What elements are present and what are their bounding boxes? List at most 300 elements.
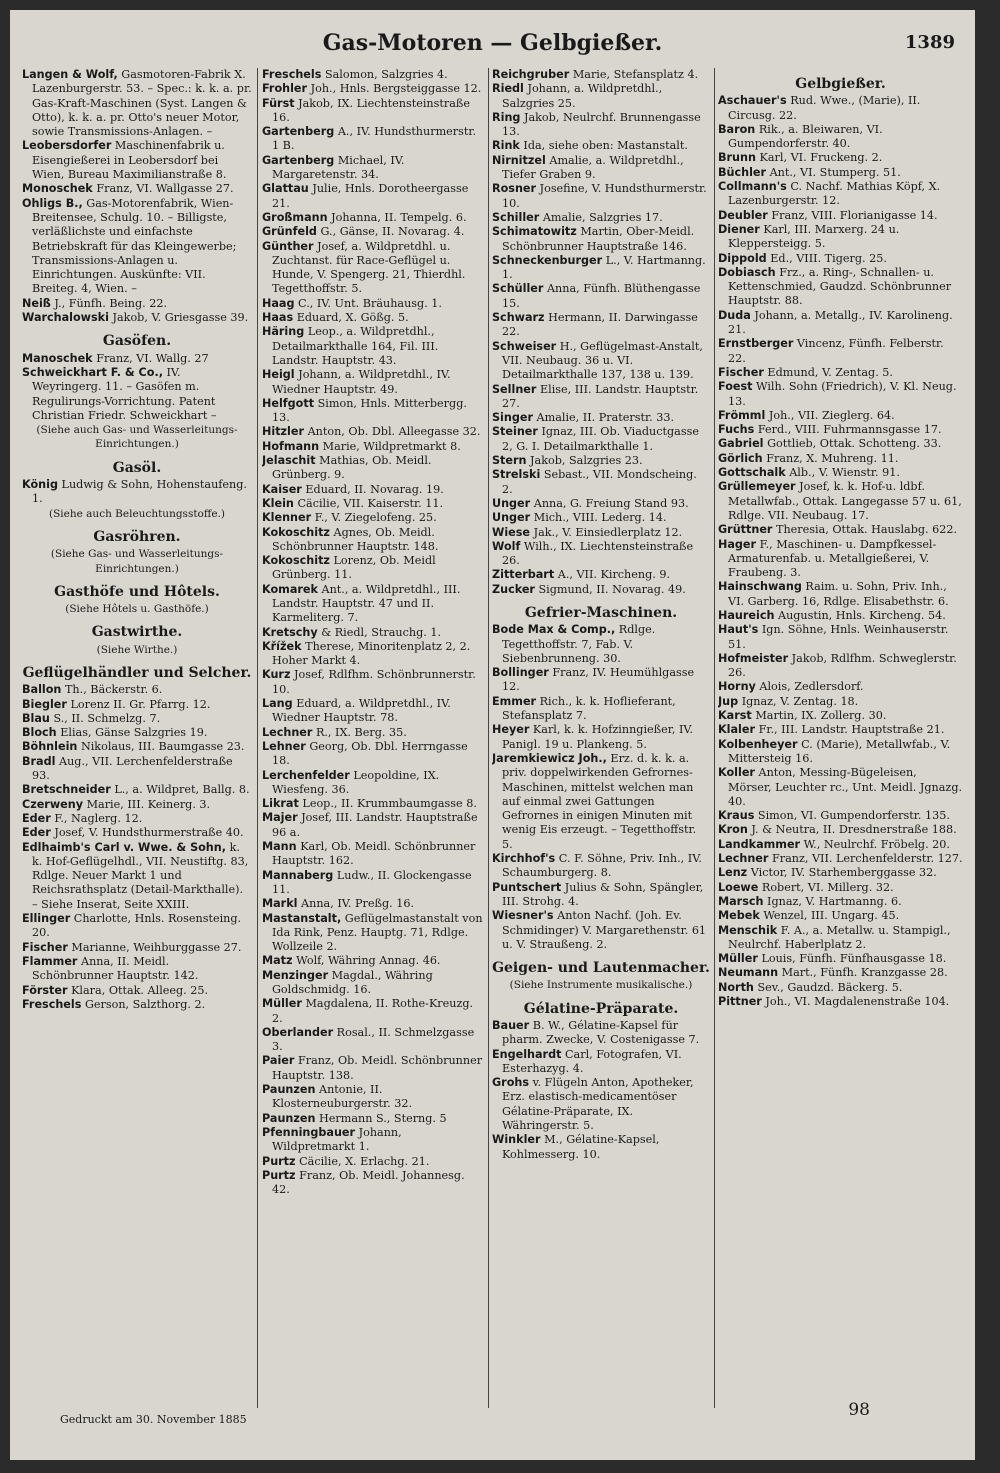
directory-entry — [22, 726, 252, 740]
entry-name: Jup — [718, 694, 739, 708]
directory-entry — [718, 337, 963, 366]
entry-name: Gartenberg — [262, 125, 335, 139]
print-date: Gedruckt am 30. November 1885 — [60, 1413, 247, 1426]
directory-entry — [492, 623, 710, 666]
entry-details: Edmund, V. Zentag. 5. — [767, 365, 893, 379]
entry-details: Simon, VI. Gumpendorferstr. 135. — [757, 809, 950, 823]
entry-details: J. & Neutra, II. Dresdnerstraße 188. — [751, 823, 957, 837]
directory-entry — [22, 182, 252, 196]
entry-name: Purtz — [262, 1154, 296, 1168]
entry-details: Ign. Söhne, Hnls. Weinhauserstr. 51. — [728, 623, 949, 651]
entry-name: Hager — [718, 537, 757, 551]
directory-entry — [718, 266, 963, 309]
directory-entry — [22, 698, 252, 712]
directory-entry — [492, 695, 710, 724]
entry-name: Steiner — [492, 425, 538, 439]
entry-details: Wenzel, III. Ungarg. 45. — [763, 909, 900, 923]
directory-entry — [492, 1076, 710, 1133]
directory-entry — [492, 340, 710, 383]
directory-entry — [492, 511, 710, 525]
entry-details: Ludw., II. Glockengasse 11. — [272, 868, 472, 896]
entry-details: Ludwig & Sohn, Hohenstaufeng. 1. — [32, 478, 247, 506]
entry-name: Brunn — [718, 151, 756, 165]
directory-entry — [492, 540, 710, 569]
directory-entry — [262, 769, 485, 798]
directory-entry — [718, 952, 963, 966]
entry-details: Franz, Ob. Meidl. Johannesg. 42. — [272, 1168, 465, 1197]
entry-name: Markl — [262, 897, 298, 911]
directory-entry — [262, 640, 485, 669]
directory-entry — [718, 423, 963, 437]
column-1 — [22, 68, 252, 1418]
directory-entry — [718, 466, 963, 480]
directory-entry — [262, 182, 485, 211]
entry-details: A., VII. Kircheng. 9. — [557, 568, 671, 582]
entry-details: C., IV. Unt. Bräuhausg. 1. — [298, 296, 442, 310]
directory-entry — [262, 125, 485, 154]
entry-details: Gasmotoren-Fabrik X. Lazenburgerstr. 53. – Spec.: k. k. a. pr. Gas-Kraft-Maschinen (Syst. Langen & Otto), k. k. a. pr. Otto's neuer Motor, sowie Transmissions-Anlagen. – — [32, 68, 252, 139]
directory-entry — [492, 425, 710, 454]
directory-entry — [22, 478, 252, 507]
directory-entry — [492, 111, 710, 140]
entry-details: Anton Nachf. (Joh. Ev. Schmidinger) V. Margarethenstr. 61 u. V. Straußeng. 2. — [502, 909, 707, 951]
entry-name: Eder — [22, 811, 51, 825]
entry-name: Gartenberg — [262, 153, 335, 167]
entry-details: Georg, Ob. Dbl. Herrngasse 18. — [272, 739, 468, 768]
directory-entry — [492, 1019, 710, 1048]
page-number: 1389 — [904, 32, 955, 53]
entry-details: S., II. Schmelzg. 7. — [53, 711, 161, 725]
sheet-number: 98 — [848, 1400, 870, 1420]
directory-entry — [718, 409, 963, 423]
entry-details: B. W., Gélatine-Kapsel für pharm. Zwecke, V. Costenigasse 7. — [502, 1019, 700, 1047]
directory-entry — [22, 297, 252, 311]
entry-details: H., Geflügelmast-Anstalt, VII. Neubaug. 36 u. VI. Detailmarkthalle 137, 138 u. 139. — [502, 339, 703, 382]
entry-details: W., Neulrchf. Fröbelg. 20. — [803, 837, 950, 851]
entry-details: Wilh., IX. Liechtensteinstraße 26. — [502, 539, 694, 568]
entry-details: Wolf, Währing Annag. 46. — [296, 954, 441, 968]
directory-entry — [718, 866, 963, 880]
entry-details: Ferd., VIII. Fuhrmannsgasse 17. — [757, 423, 942, 437]
directory-entry — [22, 683, 252, 697]
entry-name: Oberlander — [262, 1025, 334, 1039]
entry-details: Rdlge. Tegetthoffstr. 7, Fab. V. Siebenbrunneng. 30. — [502, 623, 656, 665]
directory-entry — [262, 740, 485, 769]
directory-entry — [262, 1112, 485, 1126]
directory-entry — [262, 954, 485, 968]
section-heading: Gefrier-Maschinen. — [524, 604, 678, 621]
entry-details: Anna, G. Freiung Stand 93. — [533, 496, 689, 510]
entry-details: Hermann, II. Darwingasse 22. — [502, 311, 698, 339]
entry-name: Strelski — [492, 468, 541, 482]
entry-name: Langen & Wolf, — [22, 68, 118, 81]
section-heading: Gasröhren. — [93, 528, 181, 545]
entry-details: Johann, a. Metallg., IV. Karolineng. 21. — [728, 308, 953, 337]
directory-entry — [262, 797, 485, 811]
directory-entry — [262, 397, 485, 426]
directory-entry — [22, 941, 252, 955]
directory-entry — [262, 554, 485, 583]
entry-details: Hermann S., Sterng. 5 — [319, 1111, 447, 1125]
entry-details: Lorenz, Ob. Meidl Grünberg. 11. — [272, 554, 436, 582]
directory-entry — [262, 869, 485, 898]
entry-details: Sigmund, II. Novarag. 49. — [538, 582, 686, 596]
directory-entry — [262, 297, 485, 311]
directory-entry — [492, 383, 710, 412]
column-4 — [718, 68, 963, 1418]
directory-entry — [492, 1048, 710, 1077]
entry-details: Magdalena, II. Rothe-Kreuzg. 2. — [272, 997, 474, 1025]
directory-entry — [22, 352, 252, 366]
entry-details: Josef, k. k. Hof-u. ldbf. Metallwfab., Ottak. Langegasse 57 u. 61, Rdlge. VII. Neubaug. 17. — [728, 480, 962, 522]
directory-entry — [718, 94, 963, 123]
entry-name: Schüller — [492, 282, 544, 296]
directory-entry — [718, 909, 963, 923]
directory-entry — [492, 468, 710, 497]
entry-details: Amalie, a. Wildpretdhl., Tiefer Graben 9. — [502, 153, 684, 182]
directory-entry — [262, 811, 485, 840]
entry-details: Jakob, Rdlfhm. Schweglerstr. 26. — [728, 651, 957, 680]
entry-details: Rosal., II. Schmelzgasse 3. — [272, 1025, 475, 1054]
entry-name: Klenner — [262, 511, 312, 525]
entry-name: Flammer — [22, 954, 78, 968]
entry-details: G., Gänse, II. Novarag. 4. — [320, 225, 465, 239]
entry-name: Komarek — [262, 582, 318, 596]
entry-name: Glattau — [262, 182, 309, 196]
section-heading: Gasöl. — [112, 459, 162, 476]
entry-name: Leobersdorfer — [22, 139, 112, 153]
entry-details: A., IV. Hundsthurmerstr. 1 B. — [272, 125, 477, 153]
entry-name: Baron — [718, 122, 756, 136]
directory-entry — [718, 309, 963, 338]
directory-entry — [492, 411, 710, 425]
entry-name: Koller — [718, 766, 755, 780]
entry-name: Förster — [22, 983, 68, 997]
directory-entry — [718, 437, 963, 451]
entry-name: Kaiser — [262, 482, 302, 496]
cross-reference-note: (Siehe auch Gas- und Wasserleitungs-Einrichtungen.) — [36, 424, 238, 451]
entry-details: Jakob, Neulrchf. Brunnengasse 13. — [502, 110, 701, 139]
entry-details: Jakob, Salzgries 23. — [530, 454, 643, 468]
entry-details: Ida, siehe oben: Mastanstalt. — [523, 139, 688, 153]
directory-entry — [262, 497, 485, 511]
entry-name: Fürst — [262, 96, 295, 110]
entry-name: Müller — [262, 997, 302, 1011]
entry-details: Franz, VII. Lerchenfelderstr. 127. — [771, 852, 963, 866]
directory-entry — [492, 909, 710, 952]
entry-name: Haureich — [718, 608, 775, 622]
directory-entry — [262, 1169, 485, 1198]
directory-entry — [262, 454, 485, 483]
entry-details: Marie, Stefansplatz 4. — [572, 68, 699, 81]
entry-details: F., V. Ziegelofeng. 25. — [314, 511, 437, 525]
entry-name: Duda — [718, 308, 751, 322]
entry-name: Bloch — [22, 726, 57, 740]
directory-entry — [22, 68, 252, 139]
entry-details: Joh., VI. Magdalenenstraße 104. — [765, 995, 950, 1008]
entry-name: Ring — [492, 110, 521, 124]
entry-name: Mastanstalt, — [262, 911, 342, 925]
entry-name: Frohler — [262, 82, 308, 96]
entry-name: Horny — [718, 680, 756, 694]
entry-details: Josefine, V. Hundsthurmerstr. 10. — [502, 182, 707, 210]
entry-details: Franz, Ob. Meidl. Schönbrunner Hauptstr. 138. — [272, 1054, 483, 1082]
entry-name: Schimatowitz — [492, 225, 577, 239]
entry-details: Ignaz, III. Ob. Viaductgasse 2, G. I. Detailmarkthalle 1. — [502, 425, 699, 453]
entry-name: Lechner — [262, 725, 313, 739]
entry-name: Ernstberger — [718, 337, 794, 351]
entry-details: Alois, Zedlersdorf. — [759, 680, 864, 694]
directory-entry — [22, 912, 252, 941]
directory-entry — [22, 197, 252, 297]
entry-details: Karl, VI. Fruckeng. 2. — [759, 151, 883, 165]
entry-name: North — [718, 980, 754, 994]
directory-entry — [492, 211, 710, 225]
entry-name: Kron — [718, 823, 748, 837]
entry-details: Eduard, a. Wildpretdhl., IV. Wiedner Hauptstr. 78. — [272, 697, 451, 725]
section-heading: Gasöfen. — [102, 333, 172, 350]
entry-name: Collmann's — [718, 180, 787, 194]
directory-entry — [262, 912, 485, 955]
entry-details: Karl, k. k. Hofzinngießer, IV. Panigl. 19 u. Plankeng. 5. — [502, 723, 694, 751]
entry-details: Martin, Ober-Meidl. Schönbrunner Hauptstraße 146. — [502, 225, 695, 253]
directory-entry — [22, 841, 252, 912]
entry-details: Leopoldine, IX. Wiesfeng. 36. — [272, 768, 440, 796]
entry-details: Karl, Ob. Meidl. Schönbrunner Hauptstr. 162. — [272, 840, 476, 868]
directory-entry — [718, 695, 963, 709]
entry-name: Müller — [718, 952, 758, 966]
entry-name: Hitzler — [262, 425, 304, 439]
entry-name: Loewe — [718, 880, 759, 894]
entry-name: Dobiasch — [718, 265, 776, 279]
entry-name: Warchalowski — [22, 311, 109, 325]
entry-details: Klara, Ottak. Alleeg. 25. — [71, 983, 209, 997]
entry-name: Böhnlein — [22, 740, 78, 754]
directory-entry — [718, 709, 963, 723]
directory-entry — [492, 852, 710, 881]
directory-entry — [492, 225, 710, 254]
directory-entry — [492, 723, 710, 752]
entry-details: IV. Weyringerg. 11. – Gasöfen m. Regulirungs-Vorrichtung. Patent Christian Friedr. Schweickhart – — [32, 365, 217, 422]
cross-reference-note: (Siehe Wirthe.) — [96, 643, 178, 656]
entry-details: Charlotte, Hnls. Rosensteing. 20. — [32, 912, 242, 940]
directory-entry — [262, 154, 485, 183]
entry-name: Monoschek — [22, 182, 93, 196]
entry-details: Carl, Fotografen, VI. Esterhazyg. 4. — [502, 1047, 682, 1075]
entry-name: Schweickhart F. & Co., — [22, 365, 163, 379]
directory-entry — [718, 823, 963, 837]
entry-name: Foest — [718, 380, 753, 394]
entry-details: Franz, X. Muhreng. 11. — [766, 451, 899, 465]
directory-entry — [492, 666, 710, 695]
entry-details: Victor, IV. Starhemberggasse 32. — [750, 866, 937, 880]
directory-entry — [262, 697, 485, 726]
entry-name: Karst — [718, 709, 752, 723]
directory-entry — [22, 712, 252, 726]
entry-name: Bretschneider — [22, 783, 111, 797]
entry-details: Franz, VI. Wallg. 27 — [96, 351, 209, 365]
entry-name: Likrat — [262, 797, 299, 811]
entry-details: & Riedl, Strauchg. 1. — [321, 625, 442, 639]
entry-details: Jakob, IX. Liechtensteinstraße 16. — [272, 96, 470, 124]
entry-name: Paunzen — [262, 1083, 316, 1097]
directory-entry — [262, 668, 485, 697]
entry-details: Wilh. Sohn (Friedrich), V. Kl. Neug. 13. — [728, 380, 957, 408]
entry-details: Martin, IX. Zollerg. 30. — [755, 709, 887, 723]
entry-details: L., V. Hartmanng. 1. — [502, 253, 706, 282]
entry-name: Fischer — [718, 365, 764, 379]
entry-name: Klein — [262, 496, 294, 510]
entry-name: Heyer — [492, 723, 530, 737]
entry-details: Joh., VII. Zieglerg. 64. — [768, 408, 895, 422]
directory-entry — [718, 523, 963, 537]
entry-name: Lechner — [718, 852, 769, 866]
entry-name: Emmer — [492, 694, 537, 708]
directory-entry — [22, 755, 252, 784]
entry-details: Johanna, II. Tempelg. 6. — [331, 210, 467, 224]
entry-name: Purtz — [262, 1168, 296, 1182]
cross-reference-note: (Siehe Instrumente musikalische.) — [509, 979, 693, 992]
entry-details: Antonie, II. Klosterneuburgerstr. 32. — [272, 1083, 413, 1111]
directory-entry — [718, 180, 963, 209]
entry-details: Johann, a. Wildpretdhl., IV. Wiedner Hauptstr. 49. — [272, 368, 451, 396]
entry-name: Mebek — [718, 909, 760, 923]
directory-entry — [262, 311, 485, 325]
entry-name: Ellinger — [22, 912, 71, 926]
directory-entry — [262, 1155, 485, 1169]
entry-name: Haag — [262, 296, 295, 310]
directory-entry — [492, 583, 710, 597]
entry-name: Schwarz — [492, 311, 545, 325]
cross-reference-note: (Siehe auch Beleuchtungsstoffe.) — [49, 507, 225, 520]
entry-name: Křížek — [262, 639, 302, 653]
directory-entry — [262, 211, 485, 225]
entry-details: M., Gélatine-Kapsel, Kohlmesserg. 10. — [502, 1133, 660, 1161]
directory-entry — [718, 480, 963, 523]
directory-entry — [262, 583, 485, 626]
entry-details: F., Naglerg. 12. — [54, 811, 143, 825]
entry-details: Josef, a. Wildpretdhl. u. Zuchtanst. für Race-Geflügel u. Hunde, V. Spengerg. 21, Thierdhl. Tegetthoffstr. 5. — [272, 239, 466, 296]
entry-details: Eduard, II. Novarag. 19. — [305, 482, 444, 496]
directory-entry — [718, 166, 963, 180]
entry-details: Julie, Hnls. Dorotheergasse 21. — [272, 182, 469, 210]
directory-entry — [718, 623, 963, 652]
cross-reference-note: (Siehe Gas- und Wasserleitungs-Einrichtungen.) — [50, 548, 224, 575]
directory-entry — [262, 240, 485, 297]
entry-name: Deubler — [718, 208, 768, 222]
directory-entry — [718, 738, 963, 767]
entry-details: Leop., a. Wildpretdhl., Detailmarkthalle 164, Fil. III. Landstr. Hauptstr. 43. — [272, 325, 439, 367]
directory-entry — [492, 282, 710, 311]
entry-details: Mathias, Ob. Meidl. Grünberg. 9. — [272, 454, 432, 482]
entry-name: Kretschy — [262, 625, 318, 639]
entry-details: Robert, VI. Millerg. 32. — [761, 880, 894, 894]
entry-name: Unger — [492, 511, 531, 525]
directory-entry — [262, 440, 485, 454]
entry-name: Bradl — [22, 754, 56, 768]
entry-name: Blau — [22, 711, 50, 725]
directory-entry — [492, 881, 710, 910]
directory-entry — [262, 969, 485, 998]
entry-name: Ballon — [22, 683, 62, 697]
entry-name: Freschels — [22, 997, 82, 1011]
entry-name: Lang — [262, 697, 293, 711]
entry-name: Görlich — [718, 451, 763, 465]
entry-details: Julius & Sohn, Spängler, III. Strohg. 4. — [502, 880, 704, 908]
entry-name: Gabriel — [718, 437, 764, 451]
entry-details: R., IX. Berg. 35. — [315, 725, 407, 739]
entry-details: Theresia, Ottak. Hauslabg. 622. — [776, 523, 958, 537]
entry-details: Raim. u. Sohn, Priv. Inh., VI. Garberg. 16, Rdlge. Elisabethstr. 6. — [728, 580, 949, 608]
entry-details: Alb., V. Wienstr. 91. — [789, 466, 900, 480]
entry-name: Menzinger — [262, 968, 329, 982]
entry-name: Kurz — [262, 668, 291, 682]
entry-details: Anna, Fünfh. Blüthengasse 15. — [502, 282, 701, 310]
entry-name: Matz — [262, 954, 293, 968]
entry-details: Marie, III. Keinerg. 3. — [86, 797, 211, 811]
directory-entry — [718, 766, 963, 809]
directory-entry — [262, 897, 485, 911]
directory-entry — [492, 497, 710, 511]
entry-name: Czerweny — [22, 797, 84, 811]
directory-entry — [262, 225, 485, 239]
entry-details: Cäcilie, VII. Kaiserstr. 11. — [297, 496, 444, 510]
directory-entry — [262, 626, 485, 640]
entry-name: Marsch — [718, 894, 764, 908]
directory-entry — [22, 812, 252, 826]
entry-name: Manoschek — [22, 351, 93, 365]
directory-entry — [718, 452, 963, 466]
entry-details: Michael, IV. Margaretenstr. 34. — [272, 153, 405, 182]
entry-details: v. Flügeln Anton, Apotheker, Erz. elastisch-medicamentöser Gélatine-Präparate, IX. Währingerstr. 5. — [502, 1076, 694, 1133]
directory-entry — [22, 798, 252, 812]
entry-name: Majer — [262, 811, 298, 825]
entry-name: Grüttner — [718, 523, 773, 537]
entry-name: Puntschert — [492, 880, 562, 894]
directory-entry — [492, 139, 710, 153]
entry-name: Lehner — [262, 739, 306, 753]
directory-entry — [262, 1026, 485, 1055]
entry-details: F., Maschinen- u. Dampfkessel-Armaturenfab. u. Metallgießerei, V. Fraubeng. 3. — [728, 537, 937, 580]
entry-details: Ant., VI. Stumperg. 51. — [769, 165, 901, 179]
directory-entry — [492, 254, 710, 283]
column-divider — [488, 68, 489, 1408]
entry-name: Landkammer — [718, 837, 801, 851]
directory-entry — [22, 984, 252, 998]
entry-details: k. k. Hof-Geflügelhdl., VII. Neustiftg. 83, Rdlge. Neuer Markt 1 und Reichsrathsplatz (Detail-Markthalle). – Siehe Inserat, Seite XXIII. — [32, 840, 249, 911]
entry-name: Reichgruber — [492, 68, 570, 81]
entry-name: Engelhardt — [492, 1047, 562, 1061]
directory-entry — [718, 852, 963, 866]
entry-name: Wolf — [492, 539, 521, 553]
entry-name: Bollinger — [492, 666, 549, 680]
entry-name: Neiß — [22, 296, 51, 310]
entry-name: Häring — [262, 325, 305, 339]
directory-entry — [262, 840, 485, 869]
section-heading: Geflügelhändler und Selcher. — [22, 664, 252, 681]
directory-entry — [492, 68, 710, 82]
entry-details: L., a. Wildpret, Ballg. 8. — [114, 783, 250, 797]
entry-name: Pittner — [718, 995, 762, 1008]
directory-entry — [718, 881, 963, 895]
entry-details: C. F. Söhne, Priv. Inh., IV. Schaumburgerg. 8. — [502, 852, 702, 880]
entry-name: Klaler — [718, 723, 755, 737]
entry-name: Lenz — [718, 866, 748, 880]
directory-entry — [718, 723, 963, 737]
entry-details: Therese, Minoritenplatz 2, 2. Hoher Markt 4. — [272, 639, 471, 668]
entry-name: Hofmeister — [718, 651, 789, 665]
entry-details: Nikolaus, III. Baumgasse 23. — [80, 740, 245, 754]
